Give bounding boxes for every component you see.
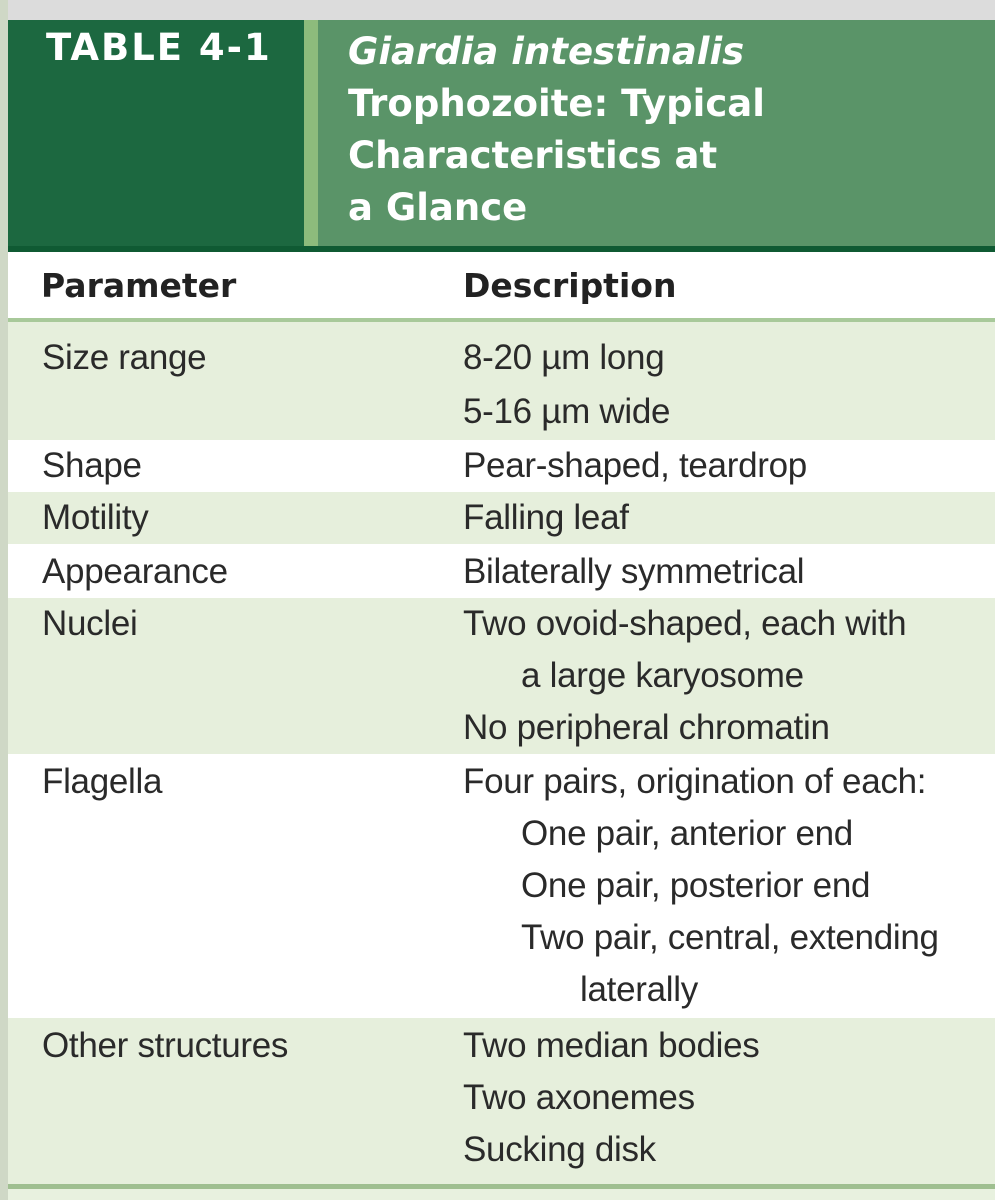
table-title-box (318, 20, 995, 246)
parameter-cell: Flagella (42, 762, 163, 801)
header-divider (304, 20, 318, 246)
description-line: laterally (580, 970, 698, 1009)
parameter-cell: Motility (42, 498, 149, 537)
parameter-cell: Size range (42, 338, 207, 377)
column-header-parameter: Parameter (41, 266, 237, 305)
table-row (8, 492, 995, 544)
table-number: TABLE 4-1 (46, 26, 272, 69)
table-row (8, 598, 995, 754)
table-row (8, 440, 995, 492)
top-strip (0, 0, 995, 20)
table-row (8, 322, 995, 440)
table-row (8, 1018, 995, 1184)
title-italic: Giardia intestinalis (348, 30, 745, 73)
column-header-row (8, 252, 995, 318)
table-bottom-rule (8, 1184, 995, 1189)
table-row (8, 754, 995, 1018)
title-line-2: Characteristics at (348, 134, 718, 177)
description-line: Four pairs, origination of each: (463, 762, 927, 801)
description-line: 5-16 µm wide (463, 392, 671, 431)
title-line-1: Trophozoite: Typical (348, 82, 765, 125)
table-header (8, 20, 995, 246)
table-title (348, 26, 908, 234)
table-row (8, 544, 995, 598)
title-line-3: a Glance (348, 186, 528, 229)
parameter-cell: Other structures (42, 1026, 289, 1065)
table-number-box (8, 20, 304, 246)
description-line: Two axonemes (463, 1078, 695, 1117)
description-line: One pair, posterior end (521, 866, 871, 905)
column-header-description: Description (463, 266, 677, 305)
description-line: Two median bodies (463, 1026, 760, 1065)
description-line: No peripheral chromatin (463, 708, 830, 747)
description-line: Two pair, central, extending (521, 918, 939, 957)
description-line: Sucking disk (463, 1130, 656, 1169)
description-line: Two ovoid-shaped, each with (463, 604, 907, 643)
description-line: One pair, anterior end (521, 814, 853, 853)
description-line: Bilaterally symmetrical (463, 552, 805, 591)
description-line: Pear-shaped, teardrop (463, 446, 807, 485)
description-line: 8-20 µm long (463, 338, 665, 377)
description-line: a large karyosome (521, 656, 804, 695)
left-border (0, 0, 8, 1200)
parameter-cell: Appearance (42, 552, 228, 591)
parameter-cell: Nuclei (42, 604, 138, 643)
description-line: Falling leaf (463, 498, 629, 537)
parameter-cell: Shape (42, 446, 142, 485)
